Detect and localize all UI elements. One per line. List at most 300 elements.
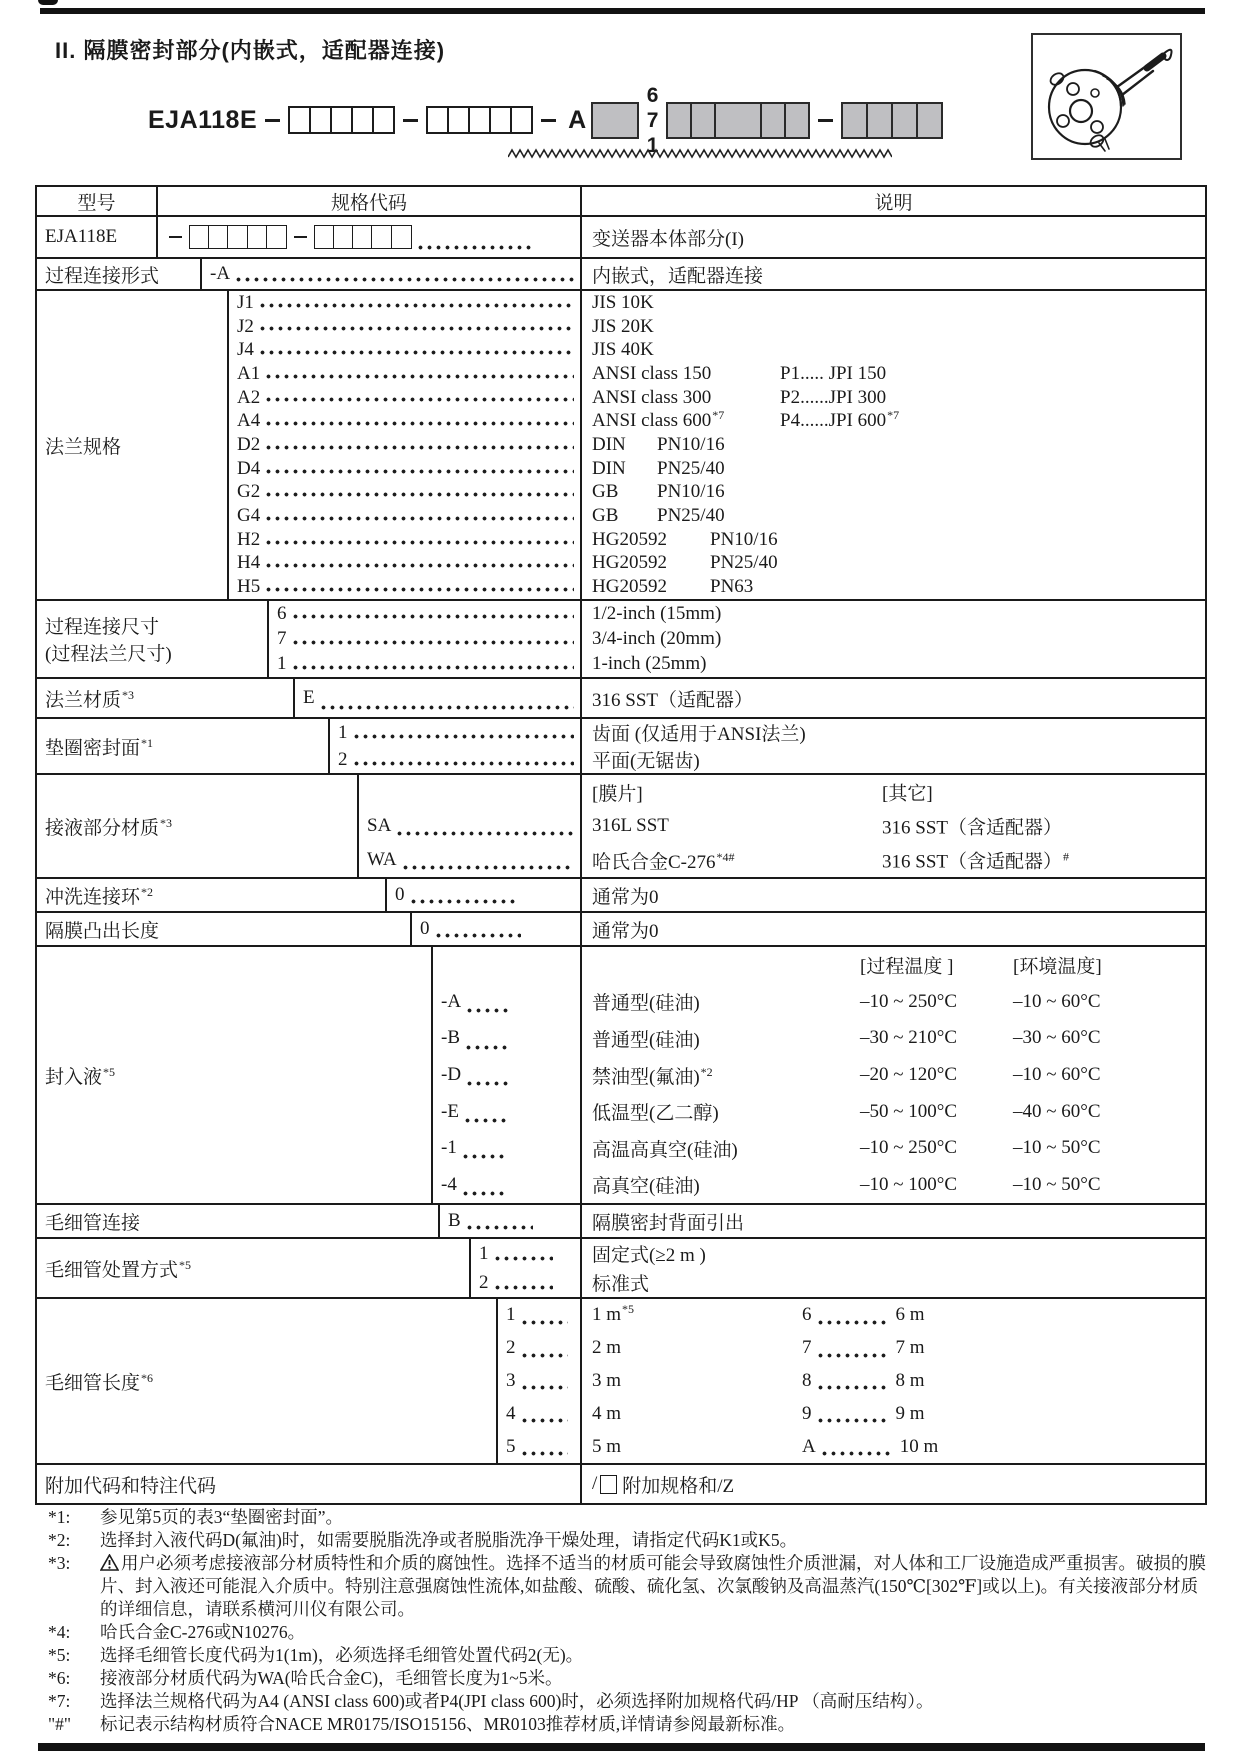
table-row-gasket-contact-surface — [37, 717, 1205, 773]
dot-leader — [522, 1385, 568, 1390]
row-label-text: 隔膜凸出长度 — [45, 920, 160, 942]
superscript-note-ref: *7 — [887, 408, 900, 423]
spec-code-cell — [229, 291, 582, 599]
description-text: DIN — [592, 457, 626, 479]
capillary-length-line — [582, 1332, 1205, 1365]
dot-leader — [266, 540, 574, 545]
footnote — [48, 1644, 1206, 1667]
code-box — [510, 106, 533, 134]
dot-leader — [236, 277, 574, 282]
description-text: 316 SST（适配器） — [592, 689, 753, 711]
spec-code-cell — [412, 913, 582, 945]
model-code-white-boxes — [189, 225, 287, 249]
spec-code: A1 — [237, 362, 261, 384]
code-box — [489, 106, 512, 134]
description-text: GB — [592, 481, 619, 503]
code-box — [351, 106, 374, 134]
code-separator-dash — [818, 119, 833, 122]
code-box — [841, 102, 868, 139]
description-line — [582, 433, 1205, 457]
description-text: HG20592 — [592, 528, 667, 550]
description-line — [582, 984, 1205, 1021]
model-number-text: EJA118E — [148, 105, 258, 134]
footnote-text: 参见第5页的表3“垫圈密封面”。 — [100, 1507, 344, 1527]
description-text: 普通型(硅油) — [592, 993, 700, 1015]
spec-code: -B — [441, 1027, 460, 1049]
dot-leader — [293, 640, 575, 645]
description-text: 316 SST（含适配器） — [882, 817, 1062, 839]
row-label — [37, 259, 202, 289]
description-text: –10 ~ 60°C — [1013, 1064, 1101, 1086]
spec-code-line — [433, 1093, 580, 1130]
footnote-tag: *1: — [48, 1507, 71, 1527]
spec-code-line — [433, 1130, 580, 1167]
table-row-capillary-connection — [37, 1203, 1205, 1237]
description-text: DIN — [592, 433, 626, 455]
spec-code-line — [433, 1057, 580, 1094]
row-label — [37, 1239, 471, 1297]
spec-code-line — [229, 291, 580, 315]
description-text: 附加规格和/Z — [622, 1475, 735, 1497]
description-text: 哈氏合金$C-276^{*4\#}$ — [592, 849, 735, 873]
spec-code-line — [498, 1332, 580, 1365]
spec-code: -1 — [441, 1137, 457, 1159]
description-cell — [582, 775, 1205, 877]
description-line — [582, 626, 1205, 651]
description-line — [582, 913, 1205, 945]
column-header-spec-codes: 规格代码 — [158, 187, 582, 215]
spec-code: 2 — [479, 1271, 489, 1293]
optional-code-box — [600, 1475, 617, 1494]
code-box — [866, 102, 893, 139]
footnote-tag: *4: — [48, 1622, 71, 1642]
row-label-text: 毛细管连接 — [45, 1212, 141, 1234]
code-box — [247, 225, 268, 249]
row-label-text: 垫圈密封面$^{*1}$ — [45, 735, 154, 759]
model-code-gray-boxes — [666, 102, 810, 139]
code-box — [690, 102, 716, 139]
description-line — [582, 386, 1205, 410]
description-text: 高温高真空(硅油) — [592, 1139, 738, 1161]
dot-leader — [465, 1118, 507, 1123]
dot-leader — [266, 563, 574, 568]
description-text: 固定式(≥2 m ) — [592, 1245, 706, 1266]
spec-code-line — [387, 879, 580, 911]
dot-leader — [463, 1191, 505, 1196]
spec-code: 1 — [277, 653, 287, 675]
row-label — [37, 947, 433, 1203]
table-row-wetted-parts-material — [37, 773, 1205, 877]
description-text: 平面(无锯齿) — [592, 751, 700, 772]
code-separator-dash — [265, 119, 280, 122]
page-header-mark — [38, 0, 58, 5]
spec-code: A2 — [237, 386, 261, 408]
dot-leader — [466, 1045, 508, 1050]
description-text: ANSI class 600$^{*7}$ — [592, 408, 725, 432]
spec-code-cell — [295, 679, 582, 717]
description-cell — [582, 259, 1205, 289]
description-line — [582, 259, 1205, 289]
spec-code-cell — [330, 719, 582, 773]
description-text: P4......JPI 600$^{*7}$ — [780, 408, 900, 432]
spec-code-line — [269, 626, 580, 651]
row-label-text: 封入液$^{*5}$ — [45, 1064, 116, 1088]
dot-leader — [495, 1256, 553, 1261]
dot-leader — [266, 587, 574, 592]
description-line — [582, 1093, 1205, 1130]
description-line — [582, 679, 1205, 717]
description-text: 高真空(硅油) — [592, 1176, 700, 1198]
code-box — [309, 106, 332, 134]
dot-leader — [522, 1418, 568, 1423]
dot-leader — [266, 374, 574, 379]
description-text: ANSI class 150 — [592, 362, 712, 384]
dot-leader — [266, 516, 574, 521]
superscript-note-ref: *5 — [103, 1064, 116, 1079]
description-cell — [582, 947, 1205, 1203]
model-code-line — [158, 217, 580, 257]
description-cell — [582, 217, 1205, 257]
description-cell — [582, 291, 1205, 599]
capillary-length-value: 5 m — [592, 1435, 622, 1457]
spec-code-cell — [359, 775, 582, 877]
code-box — [916, 102, 943, 139]
footnote-text: 选择毛细管长度代码为1(1m)，必须选择毛细管处置代码2(无)。 — [100, 1645, 584, 1665]
spec-code-line — [330, 746, 580, 773]
row-label — [37, 879, 387, 911]
model-code-gray-box — [591, 102, 639, 139]
dot-leader — [266, 469, 574, 474]
spec-code: 3 — [506, 1369, 516, 1391]
description-line — [582, 601, 1205, 626]
superscript-note-ref: *2 — [141, 884, 154, 899]
table-header-row — [37, 187, 1205, 215]
spec-code-cell — [158, 217, 582, 257]
dot-leader — [260, 350, 574, 355]
warning-triangle-icon — [100, 1552, 119, 1575]
description-text: P2......JPI 300 — [780, 386, 887, 408]
row-label-text: 法兰材质$^{*3}$ — [45, 687, 135, 711]
model-code-gray-lead — [591, 102, 639, 139]
footnote — [48, 1690, 1206, 1713]
suffix-letter: A — [568, 105, 587, 134]
spec-code: 7 — [277, 627, 287, 649]
description-text: HG20592 — [592, 576, 667, 598]
code-box — [891, 102, 918, 139]
description-line — [582, 217, 1205, 257]
description-text: JIS 10K — [592, 291, 654, 313]
code-box — [784, 102, 810, 139]
description-text: JIS 40K — [592, 339, 654, 361]
superscript-note-ref: *5 — [179, 1257, 192, 1272]
description-text: GB — [592, 505, 619, 527]
description-text: –20 ~ 120°C — [860, 1064, 958, 1086]
footnote — [48, 1621, 1206, 1644]
spec-code-line — [229, 528, 580, 552]
description-text: PN63 — [710, 576, 754, 598]
code-box — [189, 225, 210, 249]
code-box — [447, 106, 470, 134]
description-cell — [582, 1205, 1205, 1237]
footnote — [48, 1552, 1206, 1621]
superscript-note-ref: *2 — [700, 1064, 713, 1079]
row-label-text: 法兰规格 — [45, 436, 122, 458]
description-line — [582, 504, 1205, 528]
description-text: [过程温度 ] — [860, 956, 954, 978]
spec-code: D2 — [237, 433, 261, 455]
spec-code: J1 — [237, 291, 254, 313]
model-code-gray-tail-boxes — [841, 102, 943, 139]
description-text: HG20592 — [592, 552, 667, 574]
table-row-model — [37, 215, 1205, 257]
dot-leader — [418, 245, 533, 250]
description-text: 通常为0 — [592, 886, 659, 908]
description-line — [582, 652, 1205, 677]
description-line — [582, 947, 1205, 984]
spec-code: -A — [210, 263, 231, 284]
footnote-tag: *5: — [48, 1645, 71, 1665]
description-text: 禁油型(氟油)$^{*2}$ — [592, 1064, 713, 1088]
table-row-fill-fluid — [37, 945, 1205, 1203]
footnote-tag: *2: — [48, 1530, 71, 1550]
description-line — [582, 1020, 1205, 1057]
footnote-tag: *3: — [48, 1553, 71, 1573]
description-text: 内嵌式，适配器连接 — [592, 265, 764, 287]
code-separator-dash — [169, 236, 182, 239]
description-text: PN10/16 — [710, 528, 778, 550]
spec-code: B — [448, 1210, 461, 1231]
spec-code: 0 — [420, 918, 430, 939]
table-row-flange-rating — [37, 289, 1205, 599]
spec-code: G4 — [237, 505, 261, 527]
dot-leader — [266, 421, 574, 426]
dot-leader — [467, 1008, 509, 1013]
footnote-text: 标记表示结构材质符合NACE MR0175/ISO15156、MR0103推荐材质,详情请参阅最新标准。 — [100, 1714, 796, 1734]
row-label-text: EJA118E — [45, 226, 118, 247]
row-label — [37, 1205, 440, 1237]
spec-code-cell — [202, 259, 582, 289]
top-rule — [40, 8, 1205, 14]
spec-code-line — [229, 504, 580, 528]
superscript-note-ref: *3 — [122, 687, 135, 702]
model-code-white-boxes — [288, 106, 395, 134]
spec-code: A — [802, 1435, 816, 1457]
spec-code-line — [229, 315, 580, 339]
spec-code: G2 — [237, 481, 261, 503]
description-line — [582, 719, 1205, 746]
spec-code-line — [229, 575, 580, 599]
spec-code-line — [229, 433, 580, 457]
spec-code: 4 — [506, 1402, 516, 1424]
code-box — [760, 102, 786, 139]
spec-code-cell — [269, 601, 582, 677]
row-label-text: 毛细管处置方式$^{*5}$ — [45, 1257, 192, 1281]
row-label — [37, 1465, 582, 1503]
spec-code-line — [229, 481, 580, 505]
description-text: 1-inch (25mm) — [592, 653, 707, 675]
row-label — [37, 217, 158, 257]
description-cell — [582, 913, 1205, 945]
description-text: 普通型(硅油) — [592, 1029, 700, 1051]
spec-code: 9 — [802, 1402, 812, 1424]
spec-code-line — [433, 984, 580, 1021]
spec-code-line — [229, 386, 580, 410]
spec-code: 2 — [506, 1337, 516, 1359]
dot-leader — [266, 445, 574, 450]
row-label — [37, 1299, 498, 1463]
spec-code: -A — [441, 990, 462, 1012]
dot-leader — [266, 397, 574, 402]
superscript-note-ref: *4# — [716, 849, 735, 864]
optional-code-line — [582, 1465, 1205, 1503]
spec-code-line — [229, 362, 580, 386]
capillary-length-line — [582, 1397, 1205, 1430]
description-text: 变送器本体部分(I) — [592, 228, 744, 250]
section-title: II. 隔膜密封部分(内嵌式，适配器连接) — [55, 38, 446, 63]
description-text: JIS 20K — [592, 315, 654, 337]
spec-code-line — [498, 1430, 580, 1463]
description-line — [582, 746, 1205, 773]
dot-leader — [467, 1225, 533, 1230]
spec-code: 1 — [338, 721, 348, 743]
description-text: 3/4-inch (20mm) — [592, 627, 722, 649]
description-text: –30 ~ 60°C — [1013, 1027, 1101, 1049]
spec-code: J4 — [237, 339, 254, 361]
capillary-length-line — [582, 1430, 1205, 1463]
description-text: –10 ~ 60°C — [1013, 990, 1101, 1012]
description-line — [582, 879, 1205, 911]
row-label-text: 接液部分材质$^{*3}$ — [45, 815, 173, 839]
spec-code-line — [433, 1020, 580, 1057]
column-header-model: 型号 — [37, 187, 158, 215]
spec-code-line — [269, 601, 580, 626]
spec-code: 7 — [802, 1337, 812, 1359]
description-line — [582, 775, 1205, 809]
description-cell — [582, 719, 1205, 773]
description-text: [膜片] — [592, 783, 643, 805]
dot-leader — [522, 1451, 568, 1456]
code-box — [314, 225, 335, 249]
table-row-optional-codes — [37, 1463, 1205, 1503]
row-label — [37, 679, 295, 717]
spec-code: -4 — [441, 1173, 457, 1195]
spec-code: -E — [441, 1100, 459, 1122]
dot-leader — [463, 1154, 505, 1159]
table-row-process-connection-size — [37, 599, 1205, 677]
dot-leader — [818, 1320, 890, 1325]
description-text: PN25/40 — [657, 505, 725, 527]
description-cell — [582, 679, 1205, 717]
code-box — [288, 106, 311, 134]
spec-code: 8 — [802, 1369, 812, 1391]
spec-code-line — [498, 1365, 580, 1398]
capillary-length-value: 4 m — [592, 1402, 622, 1424]
code-box — [227, 225, 248, 249]
dot-leader — [818, 1353, 890, 1358]
footnote-text: 选择法兰规格代码为A4 (ANSI class 600)或者P4(JPI class 600)时，必须选择附加规格代码/HP （高耐压结构）。 — [100, 1691, 934, 1711]
footnotes — [48, 1506, 1206, 1736]
description-text: –10 ~ 50°C — [1013, 1137, 1101, 1159]
diaphragm-seal-illustration — [1031, 33, 1182, 160]
spec-code-line — [498, 1397, 580, 1430]
spec-code: 1 — [506, 1304, 516, 1326]
column-header-description: 说明 — [874, 192, 913, 214]
spec-code-cell — [387, 879, 582, 911]
code-box — [666, 102, 692, 139]
model-code-white-boxes — [314, 225, 412, 249]
description-text: 标准式 — [592, 1274, 650, 1295]
footnote — [48, 1529, 1206, 1552]
table-row-flange-material — [37, 677, 1205, 717]
spec-code-line — [471, 1268, 580, 1297]
description-line — [582, 1205, 1205, 1237]
spec-code-line — [269, 652, 580, 677]
description-line — [582, 1268, 1205, 1297]
spec-code: WA — [367, 849, 397, 870]
capillary-length-value: 1 $m^{*5}$ — [592, 1302, 635, 1326]
table-row-diaphragm-protrusion-length — [37, 911, 1205, 945]
ordering-spec-table — [35, 185, 1207, 1505]
spec-code: E — [303, 687, 315, 708]
capillary-length-line — [582, 1299, 1205, 1332]
spec-code-line — [359, 775, 580, 809]
code-box — [391, 225, 412, 249]
row-label — [37, 291, 229, 599]
dot-leader — [467, 1081, 509, 1086]
row-label-text-2: (过程法兰尺寸) — [45, 644, 172, 665]
description-text: –10 ~ 100°C — [860, 1173, 958, 1195]
spec-code-line — [359, 843, 580, 877]
description-text: 通常为0 — [592, 920, 659, 942]
dot-leader — [321, 705, 574, 710]
table-row-capillary-length — [37, 1297, 1205, 1463]
spec-code: 2 — [338, 748, 348, 770]
spec-code: 0 — [395, 884, 405, 905]
superscript-note-ref: *5 — [622, 1302, 635, 1317]
description-text: 316L SST — [592, 815, 669, 836]
dot-leader — [822, 1451, 894, 1456]
spec-code: -D — [441, 1064, 462, 1086]
description-cell — [582, 601, 1205, 677]
description-line — [582, 1130, 1205, 1167]
spec-code: 5 — [506, 1435, 516, 1457]
code-box — [352, 225, 373, 249]
stack-number: 1 — [646, 133, 659, 157]
code-box — [468, 106, 491, 134]
superscript-note-ref: *7 — [712, 408, 725, 423]
code-separator-dash — [541, 119, 556, 122]
description-text: 316 SST（含适配器）# — [882, 849, 1069, 873]
stack-number: 7 — [646, 108, 659, 132]
code-box — [714, 102, 762, 139]
dot-leader — [260, 326, 574, 331]
wavy-underline — [508, 148, 892, 159]
description-text: PN25/40 — [710, 552, 778, 574]
model-code-diagram — [148, 84, 943, 156]
spec-code: SA — [367, 815, 392, 836]
dot-leader — [397, 831, 574, 836]
description-line — [582, 362, 1205, 386]
description-line — [582, 338, 1205, 362]
code-separator-dash — [294, 236, 307, 239]
footnote — [48, 1667, 1206, 1690]
capillary-length-value: 6 m — [895, 1304, 925, 1326]
row-label — [37, 913, 412, 945]
dot-leader — [818, 1385, 890, 1390]
description-line — [582, 291, 1205, 315]
description-line — [582, 843, 1205, 877]
spec-code: H4 — [237, 552, 261, 574]
